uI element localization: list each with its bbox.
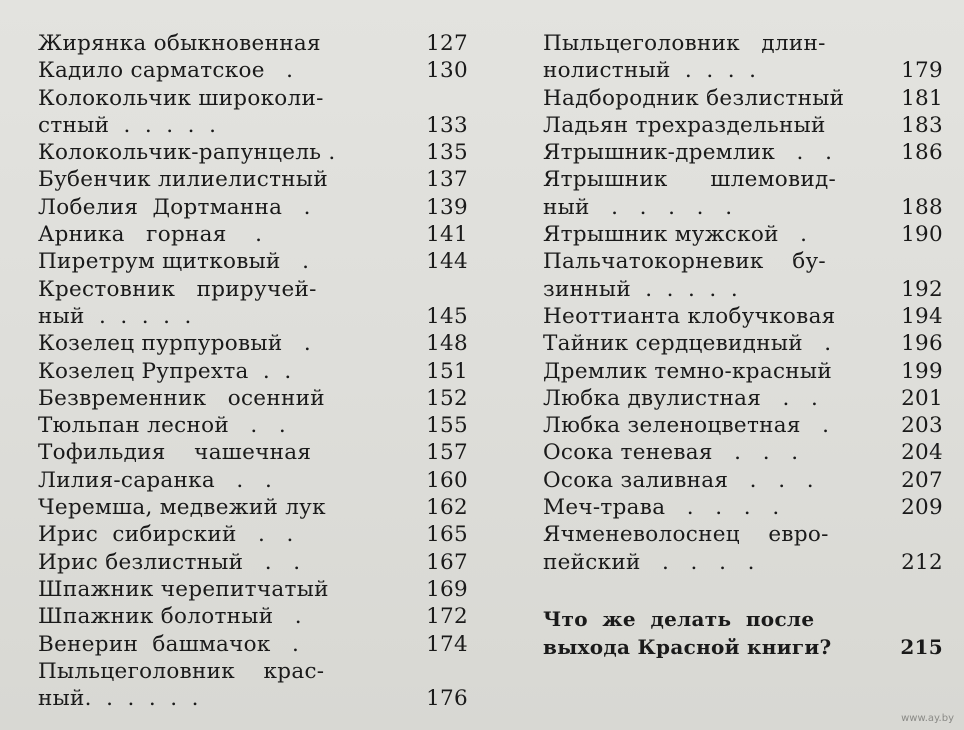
entry-title-line: Арника горная .	[38, 222, 263, 248]
entry-title-line: Шпажник черепитчатый	[38, 576, 329, 602]
entry-title	[543, 467, 865, 494]
entry-title-line: Тофильдия чашечная	[38, 440, 312, 466]
index-entry	[38, 521, 468, 548]
entry-page-number: 151	[426, 358, 468, 384]
entry-title-line: Меч-трава . . . .	[543, 495, 780, 521]
entry-title	[38, 576, 383, 603]
index-entry	[38, 221, 468, 248]
entry-title	[543, 412, 865, 439]
entry-page-number: 204	[901, 440, 943, 466]
entry-title	[38, 631, 383, 658]
entry-title-line: Жирянка обыкновенная	[38, 31, 321, 56]
entry-title-line: Лилия-саранка . .	[38, 467, 273, 493]
index-entry	[543, 467, 943, 494]
entry-title-line: Ирис безлистный . .	[38, 549, 301, 575]
entry-title-line: Козелец пурпуровый .	[38, 331, 311, 357]
entry-title-line: пейский . . . .	[543, 549, 755, 575]
entry-title-line: Козелец Рупрехта . .	[38, 358, 292, 384]
entry-title-line: Лобелия Дортманна .	[38, 194, 311, 220]
index-entry	[38, 30, 468, 57]
entry-title-line: Ладьян трехраздельный	[543, 112, 826, 138]
entry-title	[38, 549, 383, 576]
entry-page-number: 209	[901, 495, 943, 521]
entry-page-number: 174	[426, 631, 468, 657]
entry-title-line: Неоттианта клобучковая	[543, 303, 836, 329]
entry-title-line: Безвременник осенний	[38, 385, 325, 411]
entry-title	[38, 439, 383, 466]
index-entry	[38, 139, 468, 166]
index-entry	[38, 57, 468, 84]
entry-title-line: Кадило сарматское .	[38, 58, 294, 84]
index-entry	[38, 330, 468, 357]
entry-title	[38, 521, 383, 548]
entry-title-line: Пиретрум щитковый .	[38, 249, 310, 275]
entry-title	[38, 221, 383, 248]
entry-page-number: 139	[426, 194, 468, 220]
entry-page-number: 152	[426, 385, 468, 411]
entry-title	[543, 112, 865, 139]
entry-title-line: Надбородник безлистный	[543, 85, 845, 111]
entry-page-number: 165	[426, 522, 468, 548]
index-entry	[38, 276, 468, 331]
entry-page-number: 207	[901, 467, 943, 493]
entry-title	[38, 412, 383, 439]
entry-title	[38, 166, 383, 193]
entry-title	[543, 166, 865, 221]
entry-page-number: 199	[901, 358, 943, 384]
entry-page-number: 137	[426, 167, 468, 193]
entry-page-number: 141	[426, 222, 468, 248]
index-entry	[38, 549, 468, 576]
watermark: www.ay.by	[901, 713, 954, 724]
entry-title-line: зинный . . . . .	[543, 276, 738, 302]
entry-page-number: 157	[426, 440, 468, 466]
entry-title-line: Тюльпан лесной . .	[38, 413, 287, 439]
entry-title-line: Колокольчик-рапунцель .	[38, 140, 336, 166]
index-entry	[38, 631, 468, 658]
index-entry	[38, 494, 468, 521]
entry-title-line: Осока теневая . . .	[543, 440, 799, 466]
entry-page-number: 127	[426, 31, 468, 56]
entry-page-number: 162	[426, 495, 468, 521]
entry-title-line: Любка двулистная . .	[543, 385, 819, 411]
entry-title-line: нолистный . . . .	[543, 58, 757, 84]
entry-title	[38, 276, 383, 331]
entry-title	[38, 57, 383, 84]
entry-title-line: Шпажник болотный .	[38, 604, 302, 630]
entry-title-line: Крестовник приручей-	[38, 276, 317, 302]
index-entry	[543, 358, 943, 385]
entry-page-number: 201	[901, 385, 943, 411]
entry-title	[543, 221, 865, 248]
entry-page-number: 188	[901, 194, 943, 220]
entry-title	[38, 358, 383, 385]
index-entry	[38, 85, 468, 140]
entry-title-line: Пыльцеголовник крас-	[38, 658, 325, 684]
index-entry	[543, 605, 943, 661]
entry-title	[38, 139, 383, 166]
entry-page-number: 130	[426, 58, 468, 84]
entry-title	[543, 85, 865, 112]
entry-title-line: выхода Красной книги?	[543, 634, 832, 659]
index-column-left	[38, 30, 468, 712]
index-entry	[543, 112, 943, 139]
entry-page-number: 176	[426, 686, 468, 712]
entry-title-line: ный. . . . . .	[38, 686, 199, 712]
entry-title-line: Бубенчик лилиелистный	[38, 167, 328, 193]
entry-title	[543, 605, 865, 661]
entry-title-line: Пальчатокорневик бу-	[543, 249, 826, 275]
index-entry	[543, 303, 943, 330]
entry-title	[38, 30, 383, 57]
index-entry	[543, 412, 943, 439]
entry-page-number: 190	[901, 222, 943, 248]
entry-title	[543, 330, 865, 357]
entry-title	[38, 248, 383, 275]
entry-title-line: Что же делать после	[543, 606, 815, 631]
entry-title-line: Дремлик темно-красный	[543, 358, 832, 384]
index-column-right	[543, 30, 943, 661]
index-entry	[38, 439, 468, 466]
entry-page-number: 133	[426, 112, 468, 138]
entry-title-line: Любка зеленоцветная .	[543, 413, 830, 439]
entry-page-number: 186	[901, 140, 943, 166]
section-spacer	[543, 576, 943, 605]
entry-title-line: Ятрышник шлемовид-	[543, 167, 837, 193]
entry-title-line: Ячменеволоснец евро-	[543, 522, 829, 548]
entry-page-number: 212	[901, 549, 943, 575]
index-entry	[543, 139, 943, 166]
entry-page-number: 196	[901, 331, 943, 357]
entry-title-line: ный . . . . .	[543, 194, 733, 220]
entry-title	[38, 385, 383, 412]
entry-page-number: 169	[426, 576, 468, 602]
index-entry	[543, 330, 943, 357]
entry-title	[543, 30, 865, 85]
index-entry	[38, 248, 468, 275]
entry-page-number: 172	[426, 604, 468, 630]
entry-title-line: Тайник сердцевидный .	[543, 331, 832, 357]
entry-title	[38, 194, 383, 221]
entry-title	[38, 494, 383, 521]
index-entry	[543, 221, 943, 248]
entry-title	[543, 439, 865, 466]
index-entry	[543, 248, 943, 303]
entry-title-line: Колокольчик широколи-	[38, 85, 324, 111]
entry-title	[543, 494, 865, 521]
entry-title	[543, 521, 865, 576]
index-entry	[38, 603, 468, 630]
entry-title-line: стный . . . . .	[38, 112, 217, 138]
index-entry	[38, 412, 468, 439]
entry-title	[543, 303, 865, 330]
index-entry	[38, 194, 468, 221]
entry-page-number: 194	[901, 303, 943, 329]
index-entry	[543, 385, 943, 412]
entry-title-line: Осока заливная . . .	[543, 467, 814, 493]
entry-page-number: 203	[901, 413, 943, 439]
index-entry	[38, 166, 468, 193]
entry-title-line: Ирис сибирский . .	[38, 522, 294, 548]
entry-title	[38, 603, 383, 630]
entry-title-line: Пыльцеголовник длин-	[543, 31, 826, 56]
entry-title	[38, 658, 383, 713]
entry-page-number: 179	[901, 58, 943, 84]
entry-title-line: Ятрышник-дремлик . .	[543, 140, 833, 166]
entry-title	[543, 358, 865, 385]
index-entry	[38, 576, 468, 603]
entry-title	[38, 330, 383, 357]
entry-page-number: 167	[426, 549, 468, 575]
index-entry	[38, 658, 468, 713]
index-entry	[543, 166, 943, 221]
entry-page-number: 144	[426, 249, 468, 275]
entry-page-number: 181	[901, 85, 943, 111]
index-entry	[38, 467, 468, 494]
entry-page-number: 160	[426, 467, 468, 493]
entry-title	[38, 467, 383, 494]
entry-title-line: Венерин башмачок .	[38, 631, 300, 657]
index-entry	[38, 385, 468, 412]
entry-page-number: 183	[901, 112, 943, 138]
index-entry	[543, 494, 943, 521]
entry-title-line: Ятрышник мужской .	[543, 222, 808, 248]
entry-page-number: 215	[900, 634, 943, 659]
entry-title	[543, 139, 865, 166]
entry-page-number: 155	[426, 413, 468, 439]
entry-page-number: 192	[901, 276, 943, 302]
entry-page-number: 148	[426, 331, 468, 357]
entry-title	[38, 85, 383, 140]
entry-title-line: ный . . . . .	[38, 303, 192, 329]
index-entry	[543, 439, 943, 466]
entry-title	[543, 248, 865, 303]
index-entry	[543, 521, 943, 576]
index-entry	[38, 358, 468, 385]
index-entry	[543, 30, 943, 85]
entry-title	[543, 385, 865, 412]
entry-page-number: 145	[426, 303, 468, 329]
entry-title-line: Черемша, медвежий лук	[38, 495, 326, 521]
entry-page-number: 135	[426, 140, 468, 166]
index-entry	[543, 85, 943, 112]
